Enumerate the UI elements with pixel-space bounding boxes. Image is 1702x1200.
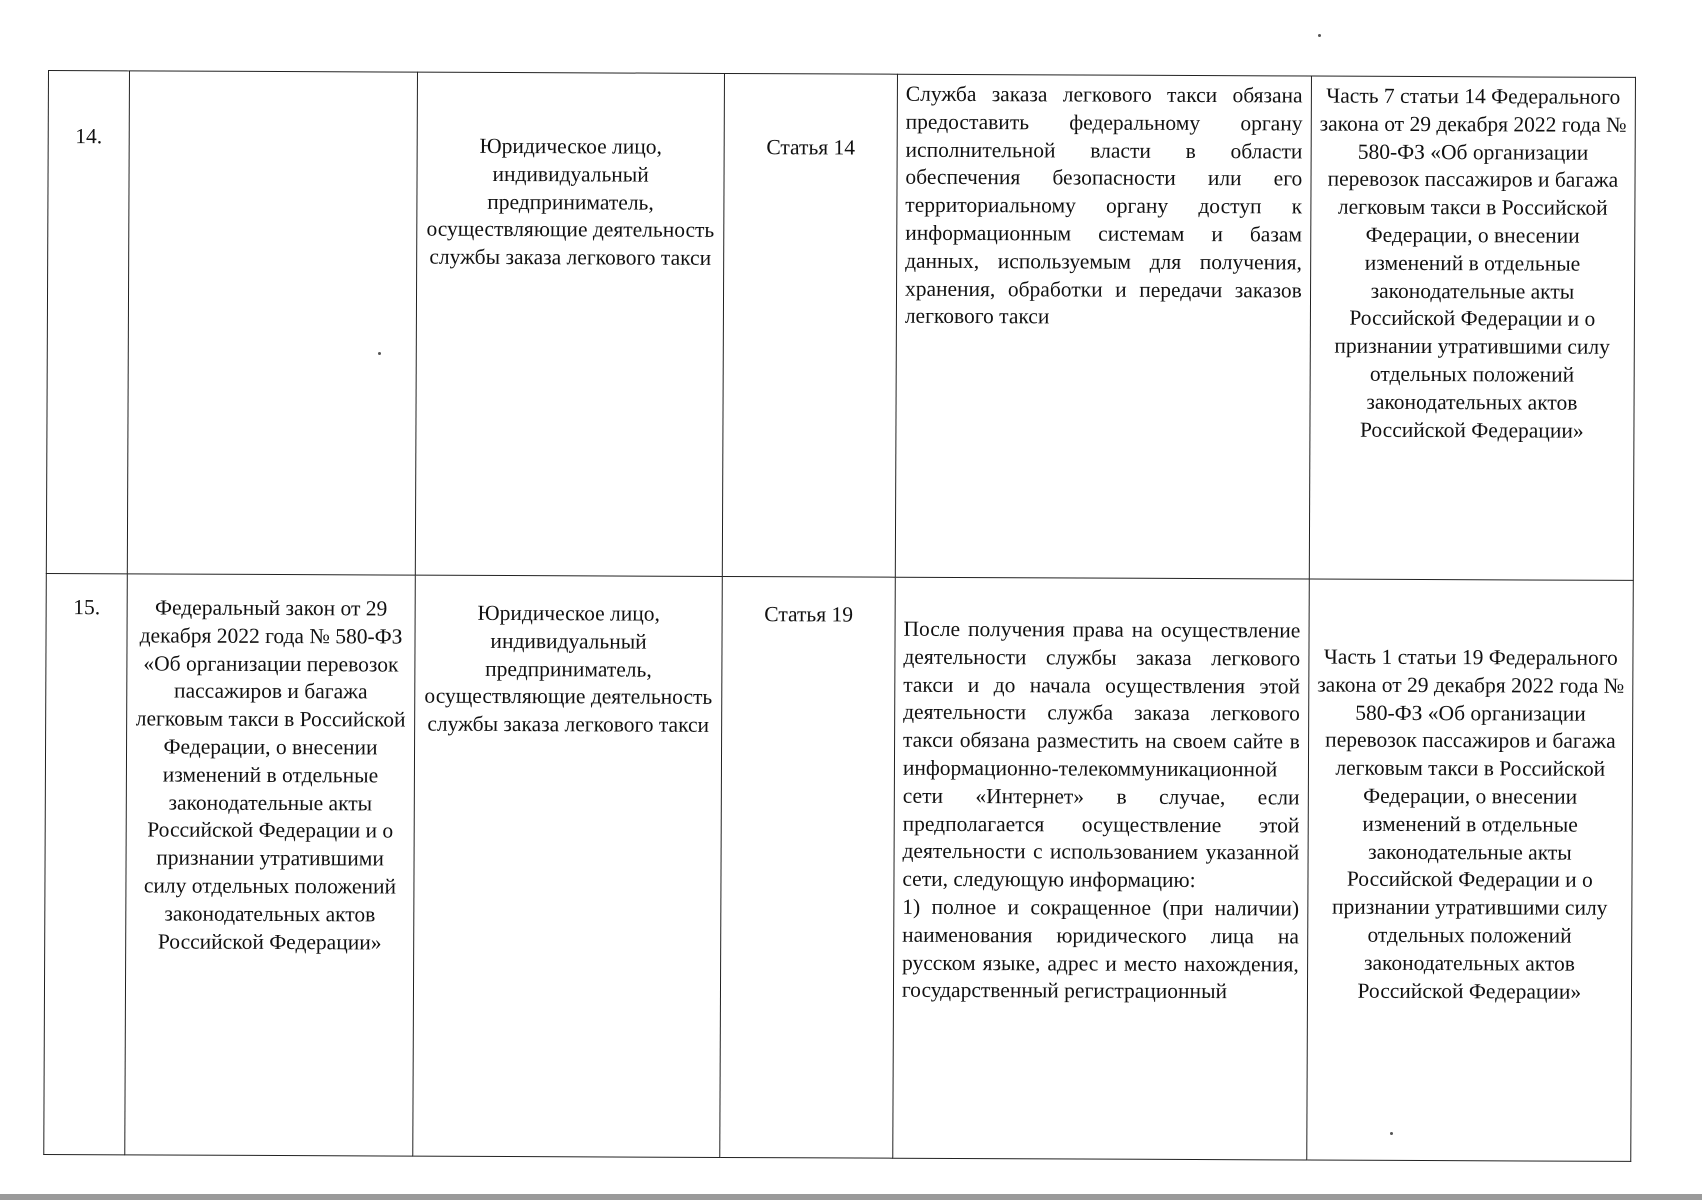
scan-speck [1390,1132,1393,1135]
requirements-table [43,70,1636,1162]
requirement-item: 1) полное и сокращенное (при наличии) наименования юридического лица на русском языке, адрес и место нахождения, государственный регистрационный [901,894,1300,1004]
subject-cell: Юридическое лицо, индивидуальный предприниматель, осуществляющие деятельность службы заказа легкового такси [415,72,724,576]
requirement-cell: Служба заказа легкового такси обязана предоставить федеральному органу исполнительной власти в области обеспечения безопасности или его территориальному органу доступ к информационным системам и базам данных, используемым для получения, хранения, обработки и передачи заказов легкового такси [895,74,1311,579]
law-cell: Федеральный закон от 29 декабря 2022 года № 580-ФЗ «Об организации перевозок пассажиров и багажа легковым такси в Российской Федерации, о внесении изменений в отдельные законодательные акты Российской Федерации и о признании утратившими силу отдельных положений законодательных актов Российской Федерации» [125,574,415,1156]
requirement-cell [893,577,1309,1160]
table-row [44,573,1634,1161]
row-number-cell: 15. [44,573,128,1154]
row-number-cell: 14. [46,71,129,574]
article-cell: Статья 14 [722,73,897,577]
scan-speck [378,352,381,355]
article-cell: Статья 19 [720,576,895,1158]
reference-cell: Часть 7 статьи 14 Федерального закона от 29 декабря 2022 года № 580-ФЗ «Об организации перевозок пассажиров и багажа легковым такси в Российской Федерации, о внесении изменений в отдельные законодательные акты Российской Федерации и о признании утратившими силу отдельных положений законодательных актов Российской Федерации» [1309,76,1635,580]
requirement-intro: После получения права на осуществление деятельности службы заказа легкового такси и до начала осуществления этой деятельности служба заказа легкового такси обязана разместить на своем сайте в информационно-телекоммуникационной сети «Интернет» в случае, если предполагается осуществление этой деятельности с использованием указанной сети, следующую информацию: [902,616,1301,893]
scan-edge [0,1194,1702,1200]
reference-cell: Часть 1 статьи 19 Федерального закона от 29 декабря 2022 года № 580-ФЗ «Об организации перевозок пассажиров и багажа легковым такси в Российской Федерации, о внесении изменений в отдельные законодательные акты Российской Федерации и о признании утратившими силу отдельных положений законодательных актов Российской Федерации» [1306,579,1633,1161]
law-cell [127,71,417,575]
subject-cell: Юридическое лицо, индивидуальный предприниматель, осуществляющие деятельность службы заказа легкового такси [413,575,723,1157]
table-row [46,71,1635,581]
scan-speck [1318,34,1321,37]
